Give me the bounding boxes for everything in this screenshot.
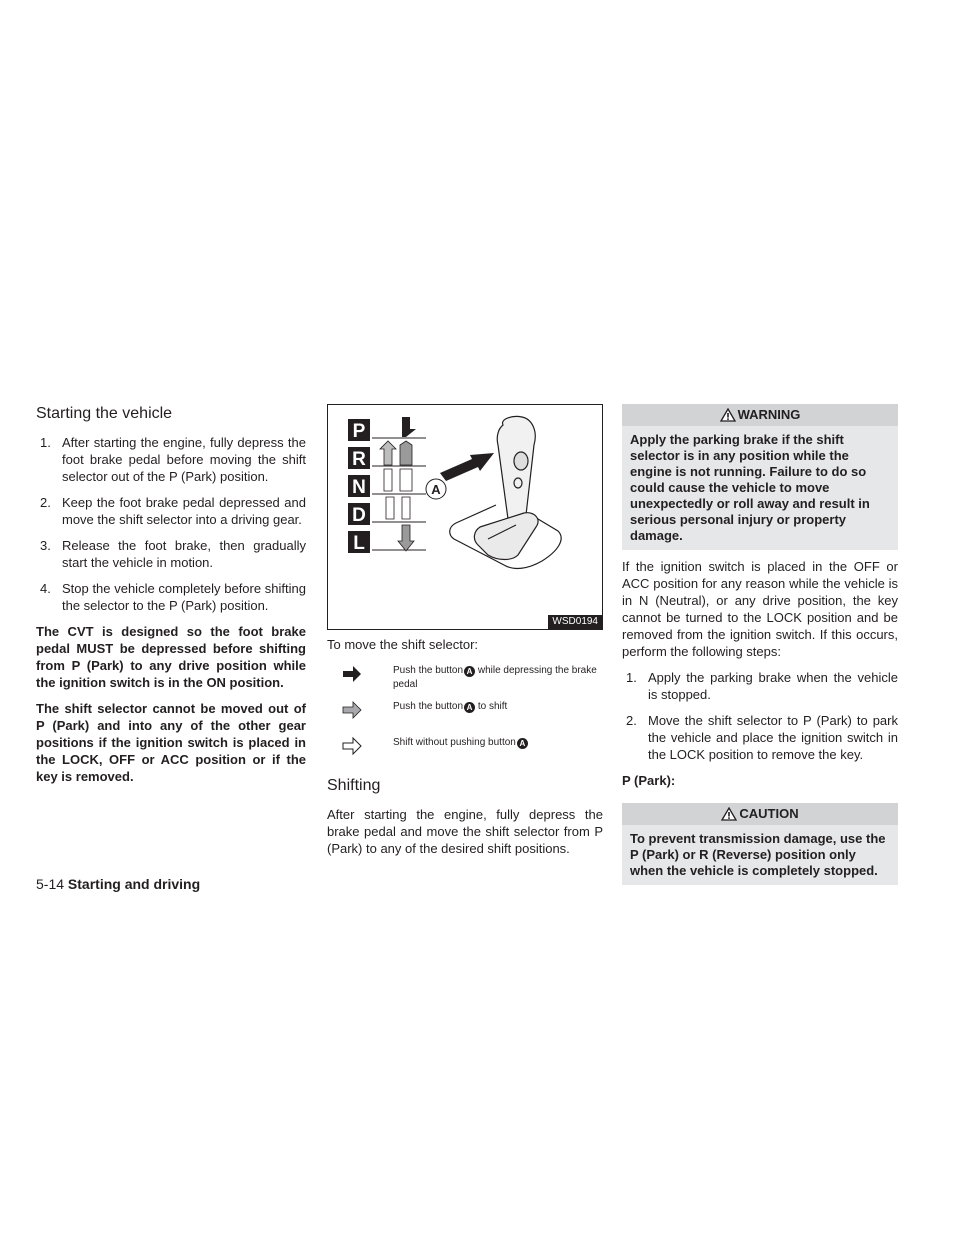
gate-lines xyxy=(372,438,426,550)
legend-text xyxy=(393,662,603,692)
button-a-badge: A xyxy=(517,738,528,749)
page-number: 5-14 xyxy=(36,876,65,892)
callout-a-label: A xyxy=(431,482,441,497)
park-subheading: P (Park): xyxy=(622,773,676,788)
legend-intro: To move the shift selector: xyxy=(327,637,479,652)
section-heading-shifting: Shifting xyxy=(327,777,381,794)
gear-letter-p: P xyxy=(352,421,366,442)
step-number: 4. xyxy=(40,581,51,596)
legend-text xyxy=(393,734,528,750)
column-middle xyxy=(327,404,603,866)
solid-arrow-icon xyxy=(402,417,416,437)
step-text: After starting the engine, fully depress the foot brake pedal before moving the shift selector out of the P (Park) position. xyxy=(62,435,306,484)
button-pointer-arrow xyxy=(440,453,494,481)
shift-selector-figure xyxy=(327,404,603,630)
section-heading-starting: Starting the vehicle xyxy=(36,405,173,422)
legend-row-outline xyxy=(327,734,603,758)
legend-text xyxy=(393,698,507,714)
outline-arrow-icon xyxy=(384,469,392,491)
list-item xyxy=(36,537,306,571)
outline-arrow-icon xyxy=(400,469,412,491)
step-text: Apply the parking brake when the vehicle is stopped. xyxy=(648,670,898,702)
step-number: 3. xyxy=(40,538,51,553)
gear-letter-r: R xyxy=(352,449,366,470)
step-text: Keep the foot brake pedal depressed and move the shift selector into a driving gear. xyxy=(62,495,306,527)
arrow-legend xyxy=(327,662,603,758)
legend-row-solid xyxy=(327,662,603,692)
shift-selector-illustration xyxy=(328,405,602,629)
caution-body: To prevent transmission damage, use the P (Park) or R (Reverse) position only when the vehicle is completely stopped. xyxy=(622,825,898,885)
list-item xyxy=(36,580,306,614)
step-number: 1. xyxy=(40,435,51,450)
hatched-arrow-icon xyxy=(398,525,414,551)
list-item xyxy=(36,494,306,528)
solid-arrow-icon xyxy=(331,662,369,686)
button-a-badge: A xyxy=(464,666,475,677)
list-item xyxy=(622,669,898,703)
column-right xyxy=(622,404,898,893)
ignition-steps-list xyxy=(622,669,898,763)
section-title: Starting and driving xyxy=(67,876,201,892)
list-item xyxy=(622,712,898,763)
step-number: 1. xyxy=(626,670,637,685)
warning-body: Apply the parking brake if the shift selector is in any position while the engine is not running. Failure to do so could cause the vehicle to move unexpectedly or roll away and result in serious personal injury or property damage. xyxy=(622,426,898,550)
legend-text-pre: Push the button xyxy=(393,701,464,712)
outline-arrow-icon xyxy=(386,497,394,519)
outline-arrow-icon xyxy=(402,497,410,519)
warning-header xyxy=(622,404,898,426)
caution-icon xyxy=(721,807,737,821)
shift-lock-note: The shift selector cannot be moved out of P (Park) and into any of the other gear positions if the ignition switch is placed in the LOCK, OFF or ACC position or if the key is removed. xyxy=(36,701,306,784)
button-a-badge: A xyxy=(464,702,475,713)
gear-letter-n: N xyxy=(352,477,366,498)
shifting-paragraph: After starting the engine, fully depress the brake pedal and move the shift selector from P (Park) to any of the desired shift positions. xyxy=(327,807,603,856)
legend-text-post: to shift xyxy=(477,701,508,712)
shift-arrows xyxy=(380,417,416,551)
gear-letter-l: L xyxy=(353,533,365,554)
caution-header xyxy=(622,803,898,825)
warning-title: WARNING xyxy=(737,407,801,422)
hatched-arrow-icon xyxy=(331,698,369,722)
step-number: 2. xyxy=(40,495,51,510)
page-footer xyxy=(36,876,200,892)
caution-title: CAUTION xyxy=(739,806,799,821)
hatched-arrow-icon xyxy=(380,441,396,465)
gear-letters xyxy=(348,419,370,554)
step-text: Stop the vehicle completely before shifting the selector to the P (Park) position. xyxy=(62,581,306,613)
legend-text-post: while depressing the brake pedal xyxy=(393,665,597,690)
starting-steps-list xyxy=(36,434,306,614)
step-text: Move the shift selector to P (Park) to park the vehicle and place the ignition switch in the LOCK position to remove the key. xyxy=(648,713,898,762)
shift-knob xyxy=(450,416,561,568)
step-text: Release the foot brake, then gradually start the vehicle in motion. xyxy=(62,538,306,570)
legend-text-pre: Shift without pushing button xyxy=(393,737,516,748)
cvt-note: The CVT is designed so the foot brake pedal MUST be depressed before shifting from P (Park) to any drive position while the ignition switch is in the ON position. xyxy=(36,624,306,690)
ignition-paragraph: If the ignition switch is placed in the OFF or ACC position for any reason while the vehicle is in N (Neutral), or any drive position, the key cannot be turned to the LOCK position and be removed from the ignition switch. If this occurs, perform the following steps: xyxy=(622,559,898,659)
hatched-arrow-icon xyxy=(400,441,412,465)
list-item xyxy=(36,434,306,485)
outline-arrow-icon xyxy=(331,734,369,758)
legend-text-pre: Push the button xyxy=(393,665,464,676)
column-left xyxy=(36,404,306,794)
figure-code: WSD0194 xyxy=(548,615,602,629)
warning-icon xyxy=(720,408,736,422)
step-number: 2. xyxy=(626,713,637,728)
legend-row-hatched xyxy=(327,698,603,722)
gear-letter-d: D xyxy=(352,505,366,526)
